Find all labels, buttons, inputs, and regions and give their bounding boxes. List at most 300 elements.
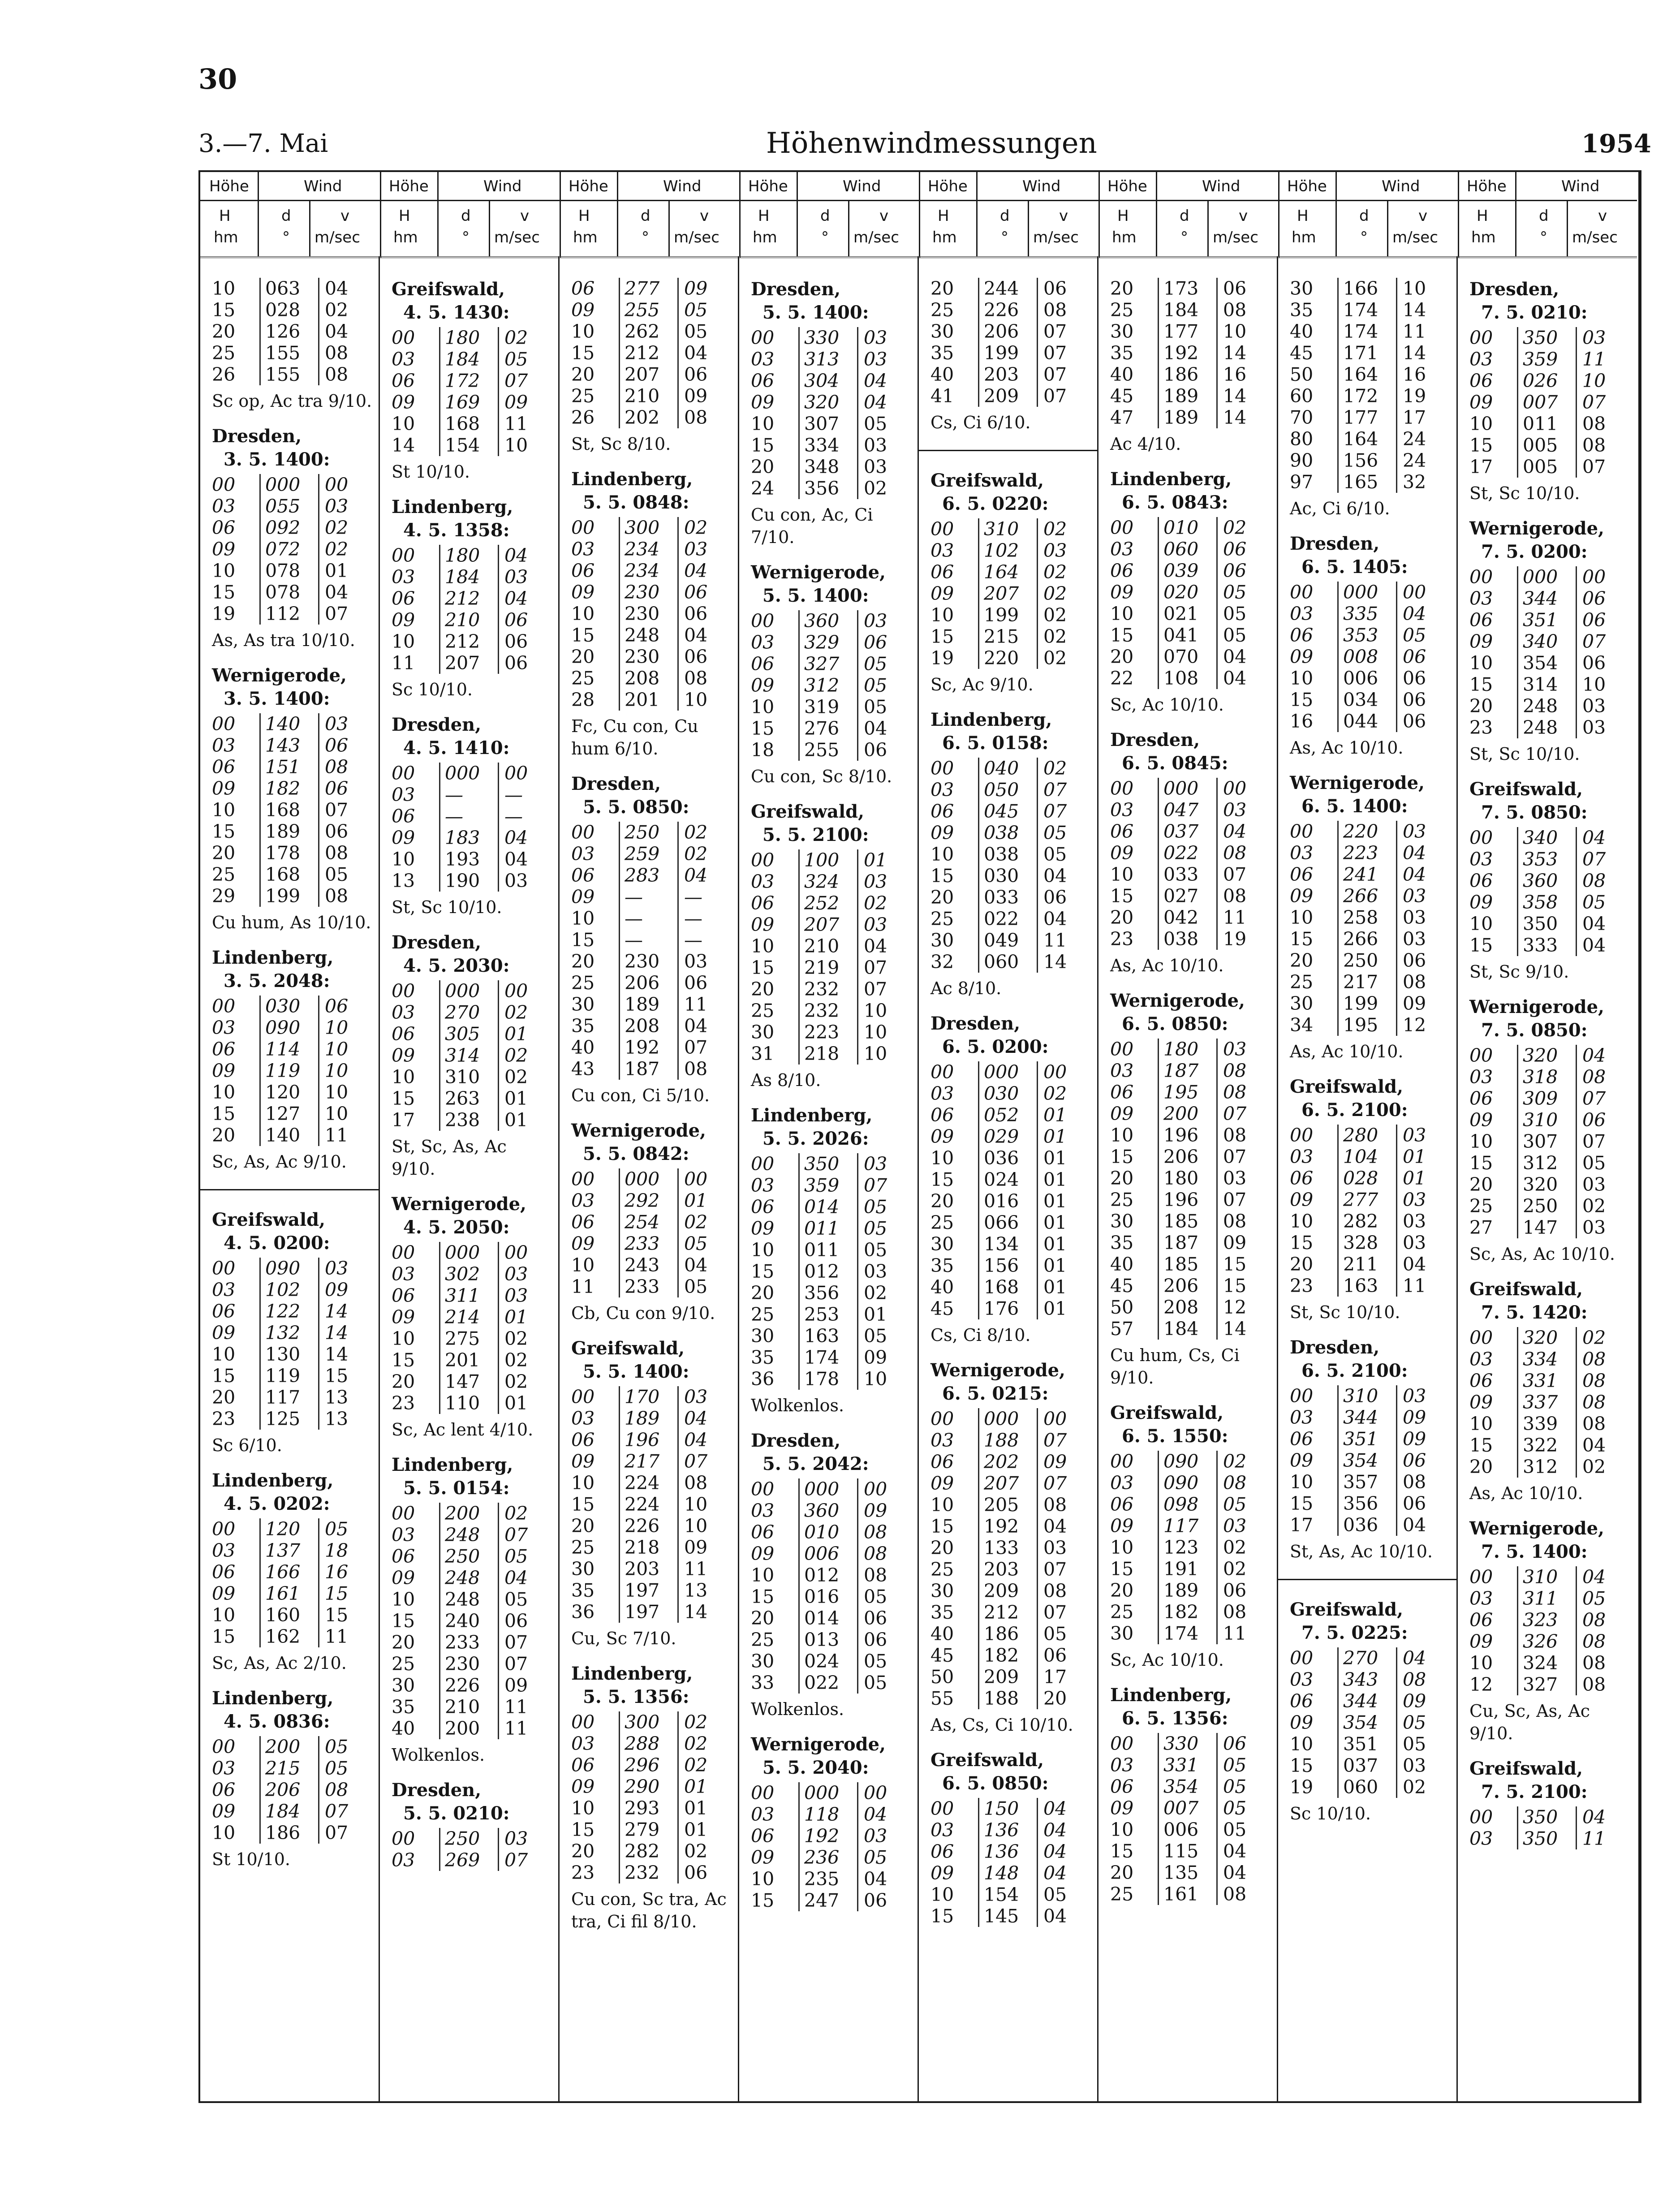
measurement-row bbox=[739, 370, 918, 392]
height-value: 55 bbox=[930, 1688, 954, 1709]
height-header-cell bbox=[1098, 172, 1157, 256]
speed-value: 06 bbox=[498, 631, 536, 652]
speed-value: 03 bbox=[857, 610, 895, 632]
height-value: 00 bbox=[1290, 582, 1314, 603]
speed-value: 05 bbox=[857, 1325, 895, 1347]
measurement-row bbox=[1098, 907, 1277, 928]
height-value: 30 bbox=[930, 930, 954, 951]
height-header-cell bbox=[1278, 172, 1337, 256]
speed-value: 02 bbox=[1576, 1456, 1614, 1478]
measurement-row bbox=[1458, 1109, 1637, 1131]
speed-value: 00 bbox=[677, 1168, 715, 1190]
direction-value: 110 bbox=[439, 1392, 498, 1414]
height-value: 09 bbox=[930, 1473, 954, 1494]
height-value: 15 bbox=[1469, 674, 1493, 695]
speed-value: 14 bbox=[677, 1601, 715, 1623]
speed-value: 03 bbox=[1396, 1189, 1434, 1211]
height-value: 15 bbox=[1290, 1755, 1314, 1776]
direction-value: 000 bbox=[978, 1408, 1037, 1430]
sounding-block bbox=[739, 278, 918, 548]
measurement-row bbox=[1278, 1669, 1456, 1690]
speed-value: 02 bbox=[1216, 517, 1254, 539]
speed-value: 03 bbox=[1216, 1515, 1254, 1537]
measurement-row bbox=[380, 370, 558, 392]
direction-value: 344 bbox=[1517, 588, 1576, 609]
height-value: 03 bbox=[1290, 1146, 1314, 1168]
cloud-observation: St, Sc 10/10. bbox=[392, 897, 502, 917]
measurement-row bbox=[380, 1849, 558, 1871]
speed-value: 02 bbox=[498, 1349, 536, 1371]
height-value: 15 bbox=[1110, 1840, 1134, 1862]
hoehe-label: Höhe bbox=[1467, 177, 1507, 195]
height-value: 40 bbox=[930, 1623, 954, 1645]
height-value: 45 bbox=[1290, 342, 1314, 364]
height-value: 10 bbox=[571, 1797, 595, 1819]
sounding-block bbox=[919, 1012, 1097, 1346]
height-value: 43 bbox=[571, 1058, 595, 1080]
height-value: 35 bbox=[930, 1255, 954, 1276]
direction-value: 212 bbox=[978, 1602, 1037, 1623]
direction-value: 016 bbox=[798, 1586, 857, 1608]
height-value: 20 bbox=[930, 1190, 954, 1212]
speed-value: 06 bbox=[1396, 711, 1434, 732]
speed-value: 05 bbox=[857, 1218, 895, 1239]
station-name: Wernigerode, bbox=[212, 665, 347, 686]
height-value: 03 bbox=[1110, 799, 1134, 821]
d-label: d bbox=[820, 207, 830, 225]
sounding-block bbox=[560, 1119, 738, 1324]
measurement-row bbox=[1098, 1819, 1277, 1840]
measurement-row bbox=[1278, 342, 1456, 364]
height-value: 16 bbox=[1290, 711, 1314, 732]
height-value: 25 bbox=[751, 1304, 775, 1325]
measurement-row bbox=[1278, 1275, 1456, 1297]
measurement-row bbox=[739, 978, 918, 1000]
height-value: 20 bbox=[1110, 907, 1134, 928]
measurement-row bbox=[1278, 711, 1456, 732]
measurement-row bbox=[1098, 1168, 1277, 1189]
speed-value: 00 bbox=[498, 980, 536, 1002]
measurement-row bbox=[919, 1494, 1097, 1516]
wind-label: Wind bbox=[1202, 177, 1241, 195]
direction-value: 302 bbox=[439, 1263, 498, 1285]
direction-value: 356 bbox=[1337, 1493, 1396, 1514]
height-value: 00 bbox=[751, 1478, 775, 1500]
speed-value: 20 bbox=[1037, 1688, 1075, 1709]
measurement-row bbox=[919, 1169, 1097, 1190]
measurement-row bbox=[200, 364, 379, 385]
direction-value: 147 bbox=[439, 1371, 498, 1392]
measurement-row bbox=[739, 1175, 918, 1196]
speed-value: 03 bbox=[498, 566, 536, 588]
sounding-time: 6. 5. 0200: bbox=[942, 1036, 1049, 1057]
height-value: 03 bbox=[1290, 842, 1314, 864]
measurement-row bbox=[380, 806, 558, 827]
height-value: 60 bbox=[1290, 385, 1314, 407]
measurement-row bbox=[1458, 566, 1637, 588]
height-value: 10 bbox=[1469, 1652, 1493, 1674]
height-value: 10 bbox=[930, 1147, 954, 1169]
speed-value: 00 bbox=[1216, 778, 1254, 799]
speed-value: 07 bbox=[1576, 456, 1614, 478]
speed-value: — bbox=[498, 784, 536, 806]
speed-value: 07 bbox=[857, 1175, 895, 1196]
direction-value: 036 bbox=[978, 1147, 1037, 1169]
measurement-row bbox=[739, 1347, 918, 1368]
speed-value: 02 bbox=[1576, 1327, 1614, 1349]
hoehe-label: Höhe bbox=[928, 177, 968, 195]
direction-value: 319 bbox=[798, 696, 857, 718]
height-value: 03 bbox=[1469, 588, 1493, 609]
height-value: 20 bbox=[571, 646, 595, 668]
direction-value: 193 bbox=[439, 849, 498, 870]
measurement-row bbox=[919, 1298, 1097, 1319]
cloud-observation: Sc, As, Ac 2/10. bbox=[212, 1653, 347, 1673]
sounding-block bbox=[919, 1359, 1097, 1736]
measurement-row bbox=[919, 1083, 1097, 1104]
measurement-row bbox=[919, 1884, 1097, 1905]
cloud-observation: St, Sc 10/10. bbox=[1469, 483, 1580, 503]
h-label: H bbox=[758, 207, 770, 225]
height-value: 30 bbox=[751, 1325, 775, 1347]
speed-value: 06 bbox=[857, 1629, 895, 1651]
height-value: 23 bbox=[571, 1862, 595, 1883]
direction-value: 233 bbox=[619, 1276, 677, 1297]
cloud-observation: Cs, Ci 6/10. bbox=[930, 413, 1031, 432]
ms-label: m/sec bbox=[674, 228, 719, 246]
height-value: 20 bbox=[571, 1840, 595, 1862]
speed-value: 06 bbox=[677, 972, 715, 994]
direction-value: — bbox=[619, 908, 677, 929]
sounding-time: 3. 5. 1400: bbox=[224, 688, 330, 709]
speed-value: 04 bbox=[1216, 821, 1254, 842]
height-value: 10 bbox=[1110, 1819, 1134, 1840]
measurement-row bbox=[200, 756, 379, 778]
height-value: 09 bbox=[212, 1583, 236, 1604]
height-value: 00 bbox=[751, 1782, 775, 1804]
measurement-row bbox=[739, 1304, 918, 1325]
sounding-time: 4. 5. 1410: bbox=[403, 737, 510, 759]
direction-value: 165 bbox=[1337, 471, 1396, 493]
sounding-block bbox=[380, 278, 558, 483]
speed-value: 12 bbox=[1216, 1297, 1254, 1318]
speed-value: 05 bbox=[1216, 1819, 1254, 1840]
sounding-time: 6. 5. 1405: bbox=[1301, 556, 1408, 578]
height-value: 20 bbox=[751, 456, 775, 478]
speed-value: 05 bbox=[1216, 582, 1254, 603]
ms-label: m/sec bbox=[1572, 228, 1618, 246]
speed-value: 00 bbox=[857, 1478, 895, 1500]
measurement-row bbox=[1458, 652, 1637, 674]
height-value: 09 bbox=[1469, 631, 1493, 652]
direction-value: 047 bbox=[1158, 799, 1216, 821]
height-value: 15 bbox=[1110, 885, 1134, 907]
direction-value: 155 bbox=[259, 342, 318, 364]
direction-value: 233 bbox=[619, 1233, 677, 1254]
speed-value: 08 bbox=[1576, 1066, 1614, 1088]
height-value: 10 bbox=[571, 603, 595, 625]
sounding-block bbox=[1278, 1336, 1456, 1563]
height-value: 30 bbox=[1290, 993, 1314, 1014]
speed-value: 08 bbox=[1216, 885, 1254, 907]
height-value: 09 bbox=[930, 583, 954, 604]
height-value: 25 bbox=[1110, 299, 1134, 321]
sounding-block bbox=[200, 664, 379, 934]
height-value: 03 bbox=[1469, 849, 1493, 870]
measurement-row bbox=[200, 1758, 379, 1779]
speed-value: 08 bbox=[1396, 1471, 1434, 1493]
height-value: 09 bbox=[1469, 1392, 1493, 1413]
data-column bbox=[380, 256, 560, 2101]
speed-value: 02 bbox=[1037, 1083, 1075, 1104]
height-value: 20 bbox=[392, 1632, 415, 1653]
deg-label: ° bbox=[1360, 228, 1368, 246]
sounding-time: 7. 5. 1400: bbox=[1481, 1541, 1588, 1562]
wind-label: Wind bbox=[1382, 177, 1420, 195]
height-value: 40 bbox=[1290, 321, 1314, 342]
direction-value: 178 bbox=[259, 842, 318, 864]
sounding-time: 6. 5. 0215: bbox=[942, 1383, 1049, 1404]
height-value: 45 bbox=[930, 1298, 954, 1319]
direction-value: 189 bbox=[259, 821, 318, 842]
measurement-row bbox=[919, 1688, 1097, 1709]
measurement-row bbox=[380, 1696, 558, 1718]
direction-value: 250 bbox=[1337, 950, 1396, 971]
height-value: 10 bbox=[1290, 1211, 1314, 1232]
speed-value: 08 bbox=[857, 1543, 895, 1564]
height-value: 03 bbox=[392, 1002, 415, 1023]
station-name: Lindenberg, bbox=[1110, 1685, 1232, 1706]
sounding-block bbox=[560, 278, 738, 455]
measurement-row bbox=[560, 886, 738, 908]
measurement-row bbox=[1458, 870, 1637, 892]
height-value: 29 bbox=[212, 885, 236, 907]
height-value: 00 bbox=[571, 1386, 595, 1408]
height-value: 09 bbox=[1110, 1515, 1134, 1537]
height-value: 25 bbox=[751, 1629, 775, 1651]
height-value: 15 bbox=[212, 1103, 236, 1125]
direction-value: 234 bbox=[619, 539, 677, 560]
measurement-row bbox=[739, 392, 918, 413]
speed-value: — bbox=[677, 929, 715, 951]
cloud-observation: St 10/10. bbox=[392, 462, 470, 482]
direction-value: 000 bbox=[978, 1061, 1037, 1083]
direction-value: 230 bbox=[619, 582, 677, 603]
measurement-row bbox=[1098, 646, 1277, 668]
speed-value: 03 bbox=[1396, 1211, 1434, 1232]
direction-value: 191 bbox=[1158, 1558, 1216, 1580]
height-value: 20 bbox=[751, 1282, 775, 1304]
cloud-observation: Wolkenlos. bbox=[751, 1396, 844, 1415]
measurement-row bbox=[560, 1558, 738, 1580]
direction-value: 186 bbox=[1158, 364, 1216, 385]
station-name: Wernigerode, bbox=[751, 1734, 886, 1755]
measurement-row bbox=[560, 1580, 738, 1601]
direction-value: 070 bbox=[1158, 646, 1216, 668]
direction-value: 187 bbox=[1158, 1060, 1216, 1082]
direction-value: 354 bbox=[1158, 1776, 1216, 1797]
measurement-row bbox=[739, 1261, 918, 1282]
speed-value: 06 bbox=[1396, 1450, 1434, 1471]
height-value: 27 bbox=[1469, 1217, 1493, 1238]
speed-value: 09 bbox=[498, 392, 536, 413]
sounding-block bbox=[200, 1469, 379, 1674]
speed-value: 04 bbox=[498, 827, 536, 849]
speed-value: 02 bbox=[1037, 647, 1075, 669]
speed-value: 05 bbox=[1037, 844, 1075, 865]
speed-value: 04 bbox=[857, 392, 895, 413]
height-value: 03 bbox=[1469, 349, 1493, 370]
speed-value: 08 bbox=[1216, 842, 1254, 864]
measurement-row bbox=[919, 1233, 1097, 1255]
measurement-row bbox=[380, 1109, 558, 1131]
height-header-cell bbox=[200, 172, 259, 256]
sounding-time: 5. 5. 2042: bbox=[762, 1453, 869, 1474]
height-value: 06 bbox=[392, 370, 415, 392]
speed-value: 04 bbox=[1037, 1862, 1075, 1884]
height-value: 15 bbox=[1290, 1493, 1314, 1514]
speed-value: 08 bbox=[677, 1472, 715, 1494]
direction-value: 060 bbox=[978, 951, 1037, 973]
direction-value: 201 bbox=[439, 1349, 498, 1371]
height-value: 10 bbox=[1110, 864, 1134, 885]
speed-value: 11 bbox=[1037, 930, 1075, 951]
measurement-row bbox=[200, 1561, 379, 1583]
measurement-row bbox=[200, 799, 379, 821]
height-value: 10 bbox=[930, 844, 954, 865]
direction-value: 353 bbox=[1337, 625, 1396, 646]
measurement-row bbox=[1098, 1189, 1277, 1211]
direction-value: 030 bbox=[978, 1083, 1037, 1104]
measurement-row bbox=[1278, 385, 1456, 407]
measurement-row bbox=[1098, 385, 1277, 407]
direction-value: 184 bbox=[259, 1801, 318, 1822]
speed-value: 08 bbox=[1216, 1125, 1254, 1146]
station-name: Greifswald, bbox=[392, 279, 505, 300]
speed-value: 08 bbox=[1576, 1631, 1614, 1652]
speed-value: 04 bbox=[1216, 668, 1254, 689]
measurement-row bbox=[1278, 1493, 1456, 1514]
speed-value: 04 bbox=[857, 1868, 895, 1890]
height-value: 06 bbox=[1110, 821, 1134, 842]
speed-value: 04 bbox=[1576, 1806, 1614, 1828]
hm-label: hm bbox=[573, 228, 598, 246]
speed-value: 03 bbox=[1396, 1385, 1434, 1407]
direction-value: 356 bbox=[798, 478, 857, 499]
height-value: 09 bbox=[751, 392, 775, 413]
height-value: 15 bbox=[930, 1516, 954, 1537]
height-value: 25 bbox=[212, 864, 236, 885]
measurement-row bbox=[919, 1473, 1097, 1494]
height-value: 03 bbox=[212, 1540, 236, 1561]
station-name: Dresden, bbox=[1290, 533, 1380, 554]
speed-value: 05 bbox=[1216, 1776, 1254, 1797]
station-name: Wernigerode, bbox=[571, 1120, 706, 1141]
speed-value: 06 bbox=[318, 821, 356, 842]
speed-value: 04 bbox=[1037, 1798, 1075, 1819]
measurement-row bbox=[1458, 1174, 1637, 1195]
direction-value: 327 bbox=[798, 653, 857, 675]
direction-value: 137 bbox=[259, 1540, 318, 1561]
speed-value: 07 bbox=[1037, 1473, 1075, 1494]
speed-value: 04 bbox=[1576, 913, 1614, 935]
direction-value: 309 bbox=[1517, 1088, 1576, 1109]
speed-value: 01 bbox=[498, 1109, 536, 1131]
direction-value: 212 bbox=[439, 588, 498, 609]
direction-value: 112 bbox=[259, 603, 318, 625]
direction-value: 199 bbox=[259, 885, 318, 907]
direction-value: 006 bbox=[1337, 668, 1396, 689]
speed-value: 07 bbox=[1216, 1189, 1254, 1211]
cloud-observation: St, Sc 10/10. bbox=[1469, 744, 1580, 764]
direction-value: 000 bbox=[439, 1242, 498, 1263]
height-value: 30 bbox=[571, 1558, 595, 1580]
h-label: H bbox=[219, 207, 231, 225]
direction-value: 252 bbox=[798, 892, 857, 914]
speed-value: 01 bbox=[1037, 1190, 1075, 1212]
measurement-row bbox=[560, 1211, 738, 1233]
speed-value: 08 bbox=[1576, 1674, 1614, 1695]
speed-value: 02 bbox=[498, 1045, 536, 1066]
speed-value: 05 bbox=[857, 696, 895, 718]
speed-value: 00 bbox=[498, 763, 536, 784]
measurement-row bbox=[560, 1058, 738, 1080]
measurement-row bbox=[200, 885, 379, 907]
speed-value: 05 bbox=[677, 1276, 715, 1297]
measurement-row bbox=[560, 299, 738, 321]
height-value: 09 bbox=[751, 1218, 775, 1239]
direction-value: 282 bbox=[619, 1840, 677, 1862]
cloud-observation: As, Ac 10/10. bbox=[1110, 956, 1224, 975]
speed-value: 15 bbox=[318, 1583, 356, 1604]
direction-value: 236 bbox=[798, 1847, 857, 1868]
speed-value: 14 bbox=[318, 1301, 356, 1322]
direction-value: 359 bbox=[1517, 349, 1576, 370]
measurement-row bbox=[739, 1672, 918, 1694]
speed-value: 04 bbox=[498, 588, 536, 609]
d-label: d bbox=[641, 207, 650, 225]
direction-value: 248 bbox=[439, 1589, 498, 1610]
direction-value: 328 bbox=[1337, 1232, 1396, 1254]
direction-value: 350 bbox=[1517, 1806, 1576, 1828]
hoehe-label: Höhe bbox=[209, 177, 249, 195]
measurement-row bbox=[919, 540, 1097, 561]
direction-value: 123 bbox=[1158, 1537, 1216, 1558]
height-value: 30 bbox=[1110, 321, 1134, 342]
height-value: 06 bbox=[751, 1196, 775, 1218]
height-value: 03 bbox=[392, 1263, 415, 1285]
speed-value: 09 bbox=[1037, 1451, 1075, 1473]
measurement-row bbox=[1098, 1254, 1277, 1275]
direction-value: 172 bbox=[439, 370, 498, 392]
measurement-row bbox=[200, 560, 379, 582]
station-name: Wernigerode, bbox=[1469, 1518, 1604, 1539]
measurement-row bbox=[560, 1494, 738, 1515]
sounding-time: 4. 5. 0200: bbox=[224, 1233, 330, 1254]
speed-value: 00 bbox=[857, 1782, 895, 1804]
v-label: v bbox=[1059, 207, 1068, 225]
sounding-block bbox=[200, 278, 379, 412]
speed-value: 04 bbox=[498, 1567, 536, 1589]
speed-value: 09 bbox=[677, 385, 715, 407]
station-name: Wernigerode, bbox=[751, 562, 886, 583]
measurement-row bbox=[919, 278, 1097, 299]
height-value: 06 bbox=[212, 1301, 236, 1322]
direction-value: 217 bbox=[1337, 971, 1396, 993]
direction-value: 243 bbox=[619, 1254, 677, 1276]
direction-value: 329 bbox=[798, 632, 857, 653]
height-value: 15 bbox=[751, 1586, 775, 1608]
